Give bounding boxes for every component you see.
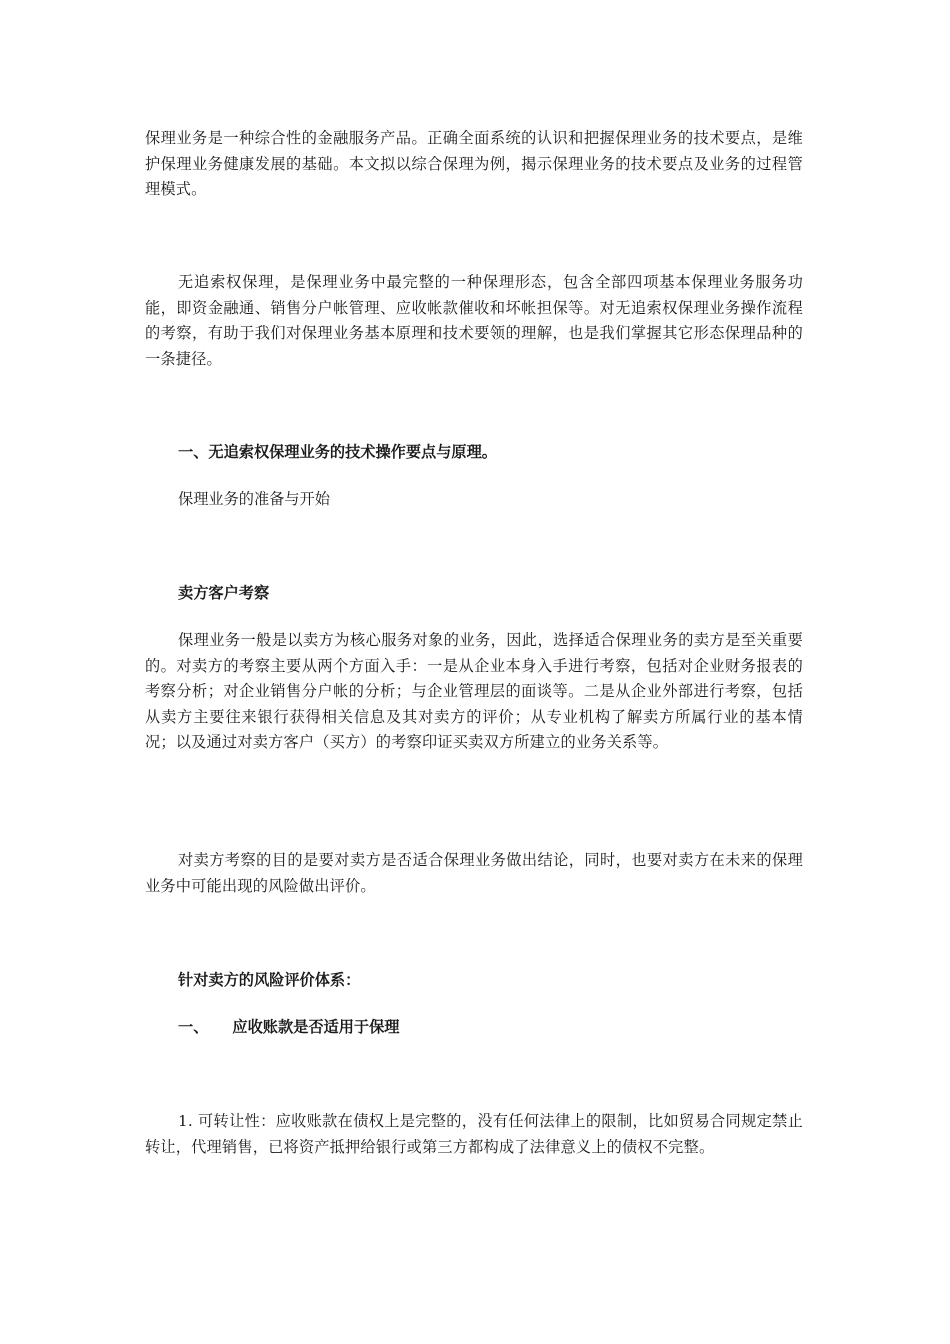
transferability-paragraph: 1. 可转让性：应收账款在债权上是完整的，没有任何法律上的限制，比如贸易合同规定禁止转让，代理销售，已将资产抵押给银行或第三方都构成了法律意义上的债权不完整。 [145,1112,803,1156]
subheading-preparation: 保理业务的准备与开始 [178,490,330,508]
seller-review-paragraph: 保理业务一般是以卖方为核心服务对象的业务，因此，选择适合保理业务的卖方是至关重要的。对卖方的考察主要从两个方面入手：一是从企业本身入手进行考察，包括对企业财务报表的考察分析；对企业销售分户帐的分析；与企业管理层的面谈等。二是从企业外部进行考察，包括从卖方主要往来银行获得相关信息及其对卖方的评价；从专业机构了解卖方所属行业的基本情况；以及通过对卖方客户（买方）的考察印证买卖双方所建立的业务关系等。 [145,631,803,751]
heading-seller-review: 卖方客户考察 [178,584,270,602]
heading-receivables [178,1015,798,1041]
heading-receivables-number: 一、 [178,1018,209,1036]
section-heading-1: 一、无追索权保理业务的技术操作要点与原理。 [178,443,497,461]
heading-receivables-text: 应收账款是否适用于保理 [232,1018,400,1036]
no-recourse-paragraph: 无追索权保理，是保理业务中最完整的一种保理形态，包含全部四项基本保理业务服务功能，即资金融通、销售分户帐管理、应收帐款催收和坏帐担保等。对无追索权保理业务操作流程的考察，有助于我们对保理业务基本原理和技术要领的理解，也是我们掌握其它形态保理品种的一条捷径。 [145,273,803,368]
heading-risk-system: 针对卖方的风险评价体系： [178,971,361,989]
review-purpose-paragraph: 对卖方考察的目的是要对卖方是否适合保理业务做出结论，同时，也要对卖方在未来的保理业务中可能出现的风险做出评价。 [145,851,803,895]
intro-paragraph: 保理业务是一种综合性的金融服务产品。正确全面系统的认识和把握保理业务的技术要点，是维护保理业务健康发展的基础。本文拟以综合保理为例，揭示保理业务的技术要点及业务的过程管理模式。 [145,129,803,198]
